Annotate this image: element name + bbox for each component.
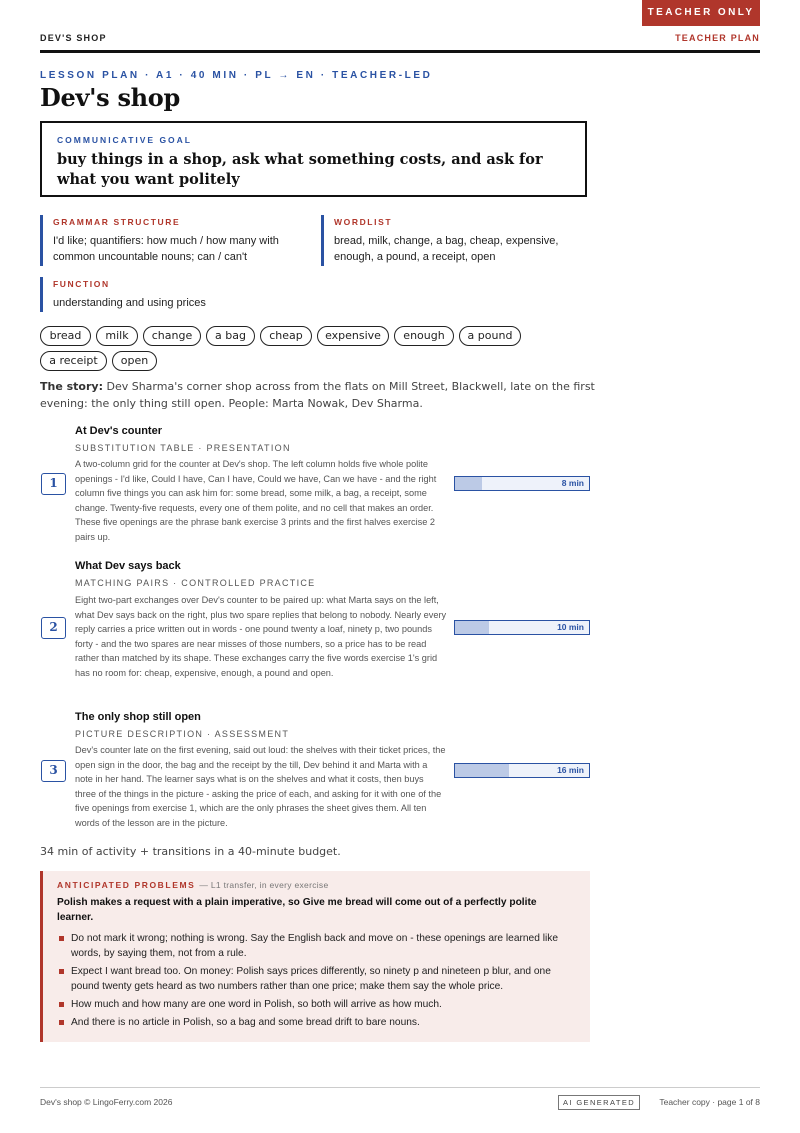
wordlist-block	[321, 215, 581, 266]
list-item: Do not mark it wrong; nothing is wrong. Say the English back and move on - these openings are learned like words, by saying them, not from a rule.	[57, 931, 577, 961]
footer-rule	[40, 1087, 760, 1088]
exercise-description: A two-column grid for the counter at Dev's shop. The left column holds five whole polite openings - I'd like, Could I have, Can I have, Could we have, Can we have - and the right column five things you can ask him for: some bread, some milk, a bag, a receipt, some change. Twenty-five requests, every one of them polite, and no cell that makes an order. These five openings are the phrase bank exercise 3 prints and the first halves exercise 2 pairs up.	[75, 459, 437, 542]
exercise-number: 2	[41, 617, 66, 639]
teacher-only-tag: TEACHER ONLY	[642, 0, 760, 26]
wordlist-label: WORDLIST	[334, 217, 393, 227]
footer-page-number: Teacher copy · page 1 of 8	[659, 1097, 760, 1107]
time-label: 16 min	[557, 765, 584, 775]
plan-label: TEACHER PLAN	[675, 33, 760, 43]
list-item: Expect I want bread too. On money: Polish says prices differently, so ninety p and nineteen p blur, and one pound twenty gets heard as two numbers rather than one price; make them say the whole price.	[57, 964, 577, 994]
word-chip: open	[112, 351, 157, 371]
exercise-title: What Dev says back	[75, 560, 181, 572]
footer-copyright: Dev's shop © LingoFerry.com 2026	[40, 1097, 173, 1107]
exercise-description: Dev's counter late on the first evening, said out loud: the shelves with their ticket prices, the open sign in the door, the bag and the receipt by the till, Dev behind it and Marta with a note in her hand. The learner says what is on the shelves and what it costs, then buys three of the things in the picture - asking the price of each, and asking for it with one of the five openings from exercise 1, which are the only phrases the sheet gives them. All ten words of the lesson are in the picture.	[75, 745, 446, 828]
story-paragraph	[40, 378, 600, 412]
word-chip: a bag	[206, 326, 255, 346]
time-label: 8 min	[561, 478, 584, 488]
grammar-block	[40, 215, 300, 266]
time-bar	[454, 476, 590, 491]
page-title: Dev's shop	[40, 83, 180, 112]
word-chip: change	[143, 326, 201, 346]
list-item: And there is no article in Polish, so a bag and some bread drift to bare nouns.	[57, 1015, 577, 1030]
word-chip: enough	[394, 326, 454, 346]
lesson-kicker: LESSON PLAN · A1 · 40 MIN · PL → EN · TEACHER-LED	[40, 70, 433, 81]
grammar-text: I'd like; quantifiers: how much / how many with common uncountable nouns; can / can't	[53, 235, 279, 263]
time-bar-fill	[455, 477, 482, 490]
exercise-number: 3	[41, 760, 66, 782]
function-block	[40, 277, 300, 312]
brand-name: DEV'S SHOP	[40, 33, 107, 43]
exercise-number: 1	[41, 473, 66, 495]
story-text: Dev Sharma's corner shop across from the flats on Mill Street, Blackwell, late on the first evening: the only thing still open. People: Marta Nowak, Dev Sharma.	[40, 380, 595, 410]
time-label: 10 min	[557, 622, 584, 632]
function-text: understanding and using prices	[53, 297, 206, 309]
story-label: The story:	[40, 380, 103, 393]
time-bar-fill	[455, 621, 489, 634]
word-chip: bread	[40, 326, 91, 346]
problems-label	[57, 880, 329, 890]
exercise-description: Eight two-part exchanges over Dev's counter to be paired up: what Marta says on the left, what Dev says back on the right, plus two spare replies that belong to nobody. Nearly every reply carries a price written out in words - one pound twenty a loaf, ninety p, two pounds forty - and the two spares are near misses of those numbers, so a price has to be read rather than matched by its shape. These exchanges carry the five words exercise 1's grid has no room for: cheap, expensive, enough, a pound and open.	[75, 595, 447, 678]
exercise-type: MATCHING PAIRS · CONTROLLED PRACTICE	[75, 578, 316, 588]
word-chip: milk	[96, 326, 138, 346]
goal-text: buy things in a shop, ask what something costs, and ask for what you want politely	[57, 151, 543, 188]
problems-sublabel: — L1 transfer, in every exercise	[199, 880, 329, 890]
word-chip: cheap	[260, 326, 312, 346]
time-budget: 34 min of activity + transitions in a 40-minute budget.	[40, 845, 341, 858]
exercise-type: SUBSTITUTION TABLE · PRESENTATION	[75, 443, 291, 453]
list-item: How much and how many are one word in Polish, so both will arrive as how much.	[57, 997, 577, 1012]
communicative-goal-box	[40, 121, 587, 197]
problems-label-text: ANTICIPATED PROBLEMS	[57, 880, 196, 890]
problems-list	[57, 931, 577, 1033]
grammar-label: GRAMMAR STRUCTURE	[53, 217, 181, 227]
exercise-type: PICTURE DESCRIPTION · ASSESSMENT	[75, 729, 290, 739]
time-bar	[454, 763, 590, 778]
problems-lead: Polish makes a request with a plain imperative, so Give me bread will come out of a perfectly polite learner.	[57, 897, 537, 923]
goal-label: COMMUNICATIVE GOAL	[57, 135, 193, 145]
word-chip: a pound	[459, 326, 521, 346]
wordlist-text: bread, milk, change, a bag, cheap, expensive, enough, a pound, a receipt, open	[334, 235, 559, 263]
exercise-title: At Dev's counter	[75, 425, 162, 437]
word-chip: expensive	[317, 326, 389, 346]
header-rule	[40, 50, 760, 53]
ai-generated-badge: AI GENERATED	[558, 1095, 640, 1110]
exercise-title: The only shop still open	[75, 711, 201, 723]
time-bar	[454, 620, 590, 635]
anticipated-problems-box	[40, 871, 590, 1042]
function-label: FUNCTION	[53, 279, 110, 289]
time-bar-fill	[455, 764, 509, 777]
word-chip: a receipt	[40, 351, 107, 371]
